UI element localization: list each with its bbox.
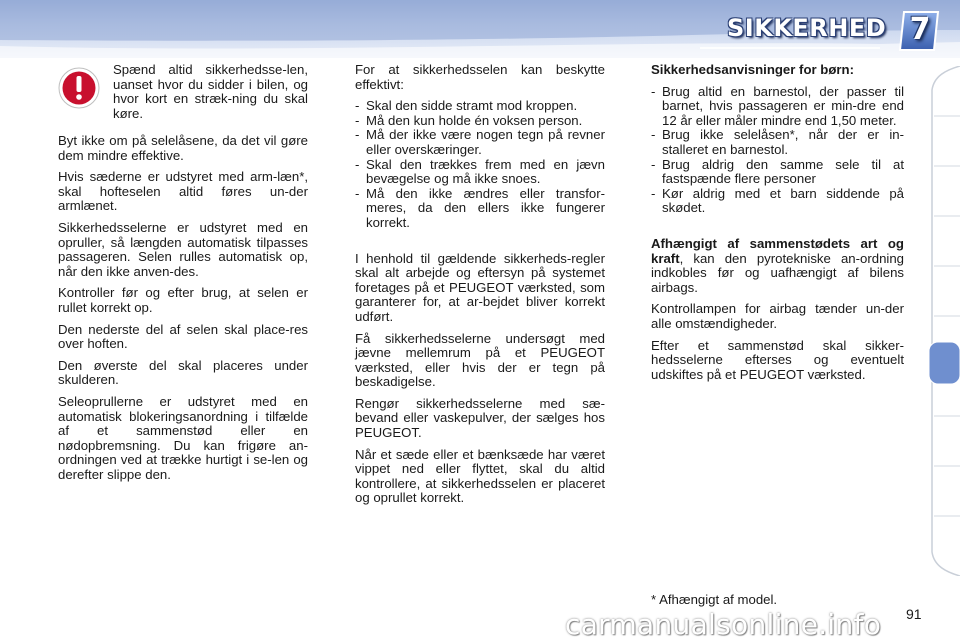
watermark: carmanualsonline.info (565, 608, 882, 641)
page-title: SIKKERHED (727, 14, 887, 42)
airbag-bold-lead: Afhængigt af sammenstødets art og kraft (651, 235, 904, 266)
column-left (58, 134, 308, 489)
paragraph: Når et sæde eller et bænksæde har været vippet ned eller flyttet, skal du altid kontrollere, at sikkerhedsselen er placeret og oprullet korrekt. (355, 446, 605, 506)
paragraph: Hvis sæderne er udstyret med arm-læn*, skal hofteselen altid føres un-der armlænet. (58, 169, 308, 214)
paragraph: Rengør sikkerhedsselerne med sæ-bevand eller vaskepulver, der sælges hos PEUGEOT. (355, 395, 605, 441)
exclamation-warning-icon (58, 67, 100, 109)
paragraph: Den øverste del skal placeres under skulderen. (58, 357, 308, 388)
page-number: 91 (906, 606, 922, 622)
paragraph: I henhold til gældende sikkerheds-regler skal alt arbejde og eftersyn på systemet foretages på et PEUGEOT værksted, som garanterer for, at ar-bejdet bliver korrekt udført. (355, 250, 605, 324)
paragraph: Seleoprullerne er udstyret med en automatisk blokeringsanordning i tilfælde af et sammenstød eller en nødopbremsning. Du kan frigøre an-ordningen ved at trække hurtigt i se-len og derefter slippe den. (58, 393, 308, 482)
list-item: - Skal den sidde stramt mod kroppen. (355, 99, 605, 114)
intro-paragraph: For at sikkerhedsselen kan beskytte effektivt: (355, 62, 605, 92)
seatbelt-requirements-list (355, 99, 605, 230)
paragraph: Kontrollampen for airbag tænder un-der alle omstændigheder. (651, 301, 904, 331)
child-safety-list (651, 85, 904, 216)
list-item: - Brug ikke selelåsen*, når der er in-stalleret en barnestol. (651, 128, 904, 157)
column-right (651, 63, 904, 389)
column-middle (355, 63, 605, 513)
paragraph: Efter et sammenstød skal sikker-hedsselerne efterses og eventuelt udskiftes på et PEUGEOT værksted. (651, 337, 904, 382)
chapter-number: 7 (909, 12, 931, 47)
footnote: * Afhængigt af model. (651, 592, 778, 607)
airbag-rest: , kan den pyrotekniske an-ordning indkobles før og uafhængigt af bilens airbags. (651, 250, 904, 295)
paragraph: Sikkerhedsselerne er udstyret med en opruller, så længden automatisk tilpasses passageren. Selen rulles automatisk op, når den ikke anven-des. (58, 219, 308, 279)
paragraph: Kontroller før og efter brug, at selen er rullet korrekt op. (58, 285, 308, 315)
list-item: - Må der ikke være nogen tegn på revner eller overskæringer. (355, 128, 605, 157)
list-item: - Brug aldrig den samme sele til at fastspænde flere personer (651, 158, 904, 187)
list-item: - Brug altid en barnestol, der passer til barnet, hvis passageren er min-dre end 12 år eller måler mindre end 1,50 meter. (651, 85, 904, 129)
seatbelt-warning-text: Spænd altid sikkerhedsse-len, uanset hvor du sidder i bilen, og hvor kort en stræk-ning du skal køre. (113, 62, 308, 121)
list-item: - Må den kun holde én voksen person. (355, 114, 605, 129)
paragraph: Byt ikke om på selelåsene, da det vil gøre dem mindre effektive. (58, 133, 308, 163)
chapter-side-tabs (926, 66, 960, 576)
list-item: - Må den ikke ændres eller transfor-meres, da den ellers ikke fungerer korrekt. (355, 187, 605, 231)
paragraph: Den nederste del af selen skal place-res over hoften. (58, 321, 308, 352)
airbag-paragraph (651, 237, 904, 295)
section-heading: Sikkerhedsanvisninger for børn: (651, 62, 854, 77)
list-item: - Skal den trækkes frem med en jævn bevægelse og må ikke snoes. (355, 158, 605, 187)
list-item: - Kør aldrig med et barn siddende på skødet. (651, 187, 904, 216)
paragraph: Få sikkerhedsselerne undersøgt med jævne mellemrum på et PEUGEOT værksted, eller hvis der er tegn på beskadigelse. (355, 330, 605, 390)
